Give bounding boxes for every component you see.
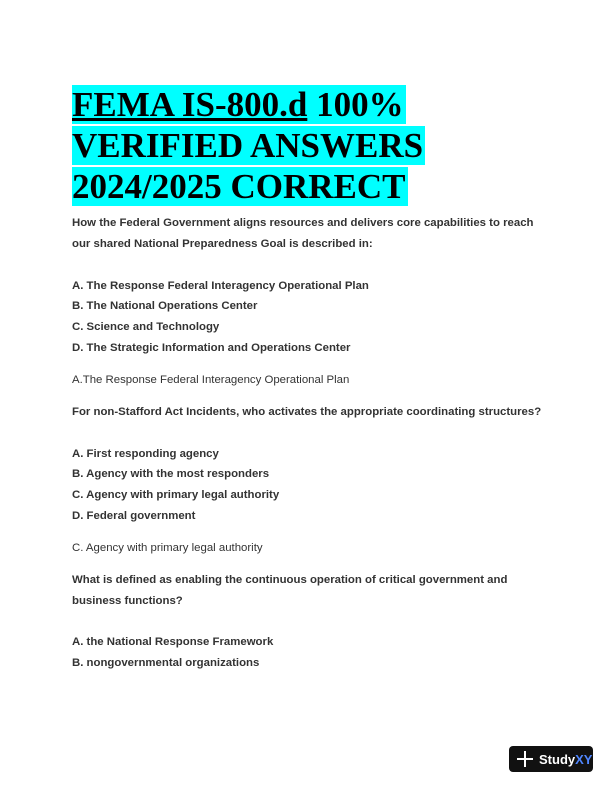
option: C. Agency with primary legal authority bbox=[72, 489, 280, 502]
studyxy-badge[interactable] bbox=[509, 746, 593, 772]
option: A. The Response Federal Interagency Operational Plan bbox=[72, 279, 369, 292]
option: B. The National Operations Center bbox=[72, 300, 258, 313]
option: A. the National Response Framework bbox=[72, 636, 274, 649]
title-line-2: VERIFIED ANSWERS bbox=[72, 126, 424, 165]
answer-2: C. Agency with primary legal authority bbox=[72, 541, 263, 554]
question-1: How the Federal Government aligns resources and delivers core capabilities to reach our shared National Preparedness Goal is described in: bbox=[72, 217, 534, 250]
document-page bbox=[72, 84, 542, 674]
question-1-options bbox=[72, 276, 542, 359]
question-2: For non-Stafford Act Incidents, who activates the appropriate coordinating structures? bbox=[72, 405, 542, 418]
option: C. Science and Technology bbox=[72, 321, 220, 334]
option: B. Agency with the most responders bbox=[72, 468, 270, 481]
option: D. The Strategic Information and Operations Center bbox=[72, 341, 351, 354]
plus-icon bbox=[515, 749, 535, 769]
option: D. Federal government bbox=[72, 509, 196, 522]
question-3: What is defined as enabling the continuous operation of critical government and business functions? bbox=[72, 573, 508, 607]
question-2-options bbox=[72, 444, 542, 527]
title-line-3: 2024/2025 CORRECT bbox=[72, 167, 406, 206]
option: A. First responding agency bbox=[72, 447, 219, 460]
title-lead-link[interactable]: FEMA IS-800.d bbox=[72, 85, 308, 124]
brand-logo: StudyXY bbox=[539, 751, 593, 767]
answer-1: A.The Response Federal Interagency Operational Plan bbox=[72, 373, 350, 386]
title-line-1: FEMA IS-800.d 100% bbox=[72, 85, 404, 124]
question-3-options bbox=[72, 632, 542, 674]
option: B. nongovernmental organizations bbox=[72, 657, 260, 670]
document-title bbox=[72, 84, 542, 207]
